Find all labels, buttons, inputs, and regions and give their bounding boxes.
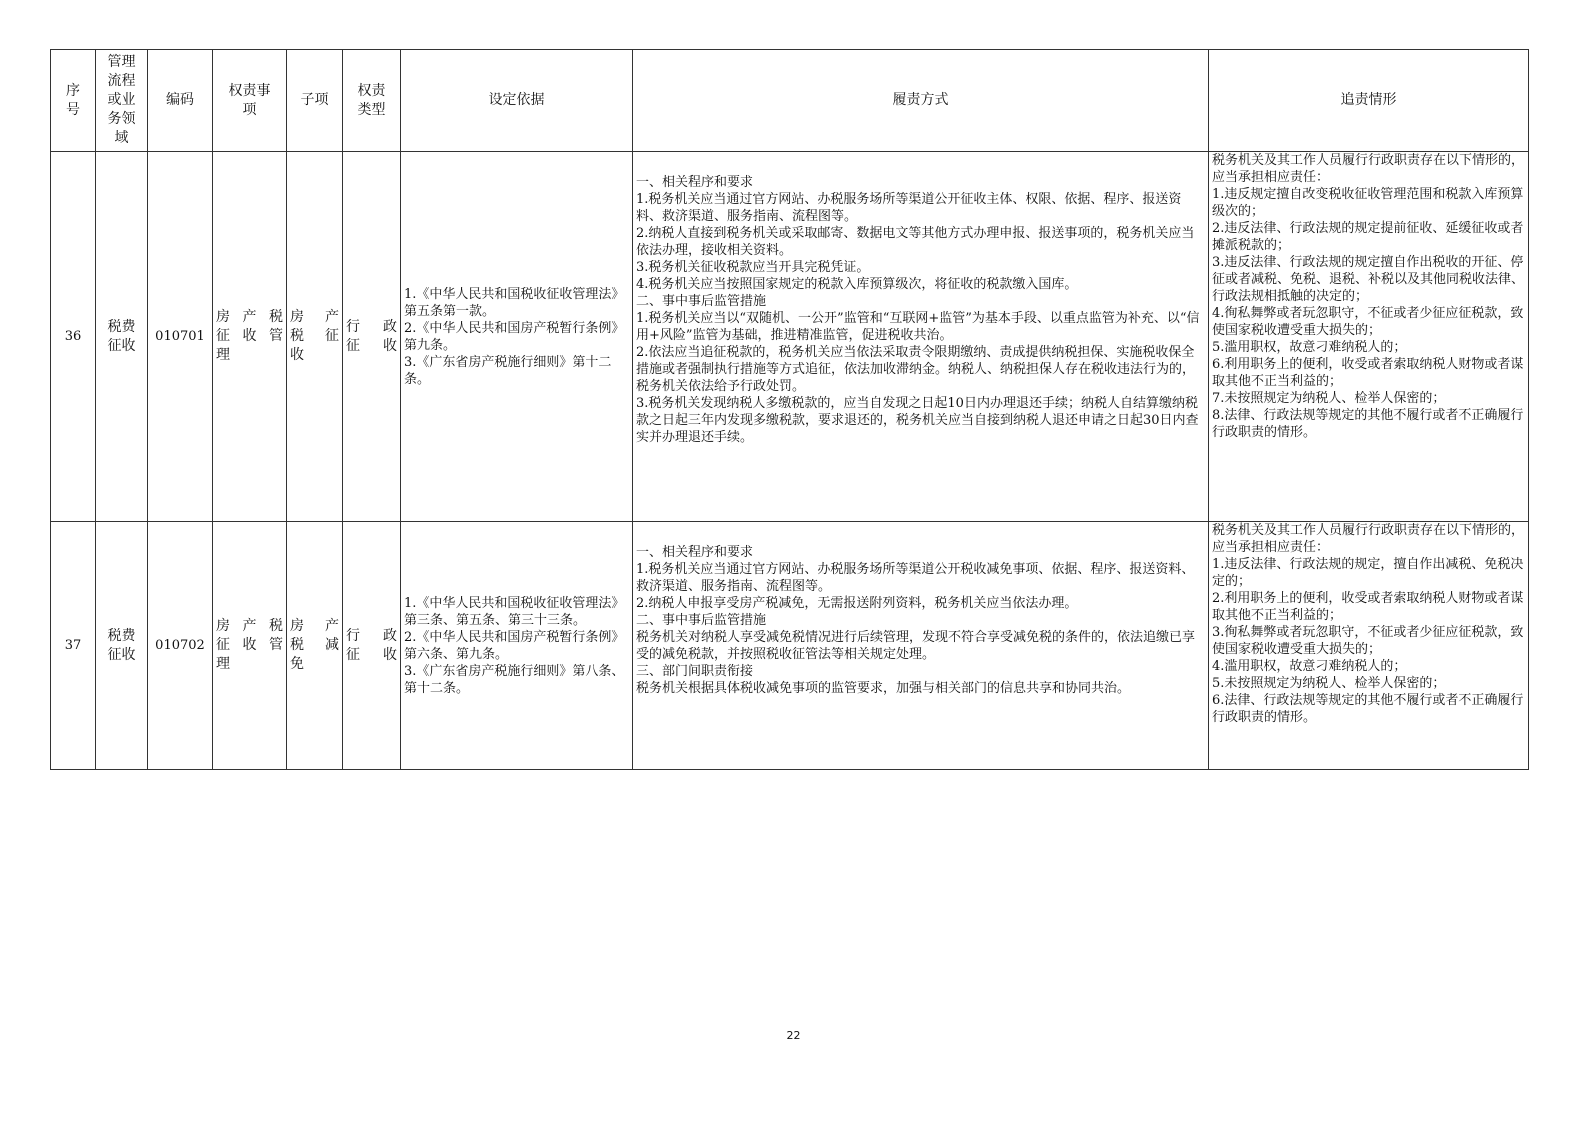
row-basis: 1.《中华人民共和国税收征收管理法》第三条、第五条、第三十三条。 2.《中华人民共和国房产税暂行条例》第六条、第九条。 3.《广东省房产税施行细则》第八条、第十二条。 bbox=[401, 522, 633, 770]
page-number: 22 bbox=[786, 1029, 801, 1042]
row-subitem: 房 产 税 征 收 bbox=[287, 152, 343, 522]
table-header-row bbox=[51, 50, 1529, 152]
row-type: 行 政 征收 bbox=[343, 152, 401, 522]
header-code: 编码 bbox=[148, 50, 213, 152]
table-row bbox=[51, 152, 1529, 522]
row-duty: 一、相关程序和要求 1.税务机关应当通过官方网站、办税服务场所等渠道公开征收主体、权限、依据、程序、报送资料、救济渠道、服务指南、流程图等。 2.纳税人直接到税务机关或采取邮寄、数据电文等其他方式办理申报、报送事项的，税务机关应当依法办理，接收相关资料。 3.税务机关征收税款应当开具完税凭证。 4.税务机关应当按照国家规定的税款入库预算级次，将征收的税款缴入国库。 二、事中事后监管措施 1.税务机关应当以“双随机、一公开”监管和“互联网+监管”为基本手段、以重点监管为补充、以“信用+风险”监管为基础，推进精准监管，促进税收共治。 2.依法应当追征税款的，税务机关应当依法采取责令限期缴纳、责成提供纳税担保、实施税收保全措施或者强制执行措施等方式追征，依法加收滞纳金。纳税人、纳税担保人存在税收违法行为的，税务机关依法给予行政处罚。 3.税务机关发现纳税人多缴税款的，应当自发现之日起10日内办理退还手续；纳税人自结算缴纳税款之日起三年内发现多缴税款，要求退还的，税务机关应当自接到纳税人退还申请之日起30日内查实并办理退还手续。 bbox=[636, 175, 1200, 445]
row-domain: 税费 征收 bbox=[96, 152, 148, 522]
row-seq: 37 bbox=[51, 522, 96, 770]
table-row bbox=[51, 522, 1529, 770]
header-seq: 序 号 bbox=[51, 50, 96, 152]
row-item: 房产税 征收管 理 bbox=[213, 152, 287, 522]
row-code: 010702 bbox=[148, 522, 213, 770]
row-basis: 1.《中华人民共和国税收征收管理法》第五条第一款。 2.《中华人民共和国房产税暂行条例》第九条。 3.《广东省房产税施行细则》第十二条。 bbox=[401, 152, 633, 522]
header-item: 权责事 项 bbox=[213, 50, 287, 152]
row-subitem: 房 产 税 减 免 bbox=[287, 522, 343, 770]
header-accountability: 追责情形 bbox=[1209, 50, 1529, 152]
row-accountability: 税务机关及其工作人员履行行政职责存在以下情形的，应当承担相应责任： 1.违反规定擅自改变税收征收管理范围和税款入库预算级次的； 2.违反法律、行政法规的规定提前征收、延缓征收或者摊派税款的； 3.违反法律、行政法规的规定擅自作出税收的开征、停征或者减税、免税、退税、补税以及其他同税收法律、行政法规相抵触的决定的； 4.徇私舞弊或者玩忽职守，不征或者少征应征税款，致使国家税收遭受重大损失的； 5.滥用职权，故意刁难纳税人的； 6.利用职务上的便利，收受或者索取纳税人财物或者谋取其他不正当利益的； 7.未按照规定为纳税人、检举人保密的； 8.法律、行政法规等规定的其他不履行或者不正确履行行政职责的情形。 bbox=[1212, 153, 1525, 440]
row-accountability: 税务机关及其工作人员履行行政职责存在以下情形的，应当承担相应责任： 1.违反法律、行政法规的规定，擅自作出减税、免税决定的； 2.利用职务上的便利，收受或者索取纳税人财物或者谋取其他不正当利益的； 3.徇私舞弊或者玩忽职守，不征或者少征应征税款，致使国家税收遭受重大损失的； 4.滥用职权，故意刁难纳税人的； 5.未按照规定为纳税人、检举人保密的； 6.法律、行政法规等规定的其他不履行或者不正确履行行政职责的情形。 bbox=[1212, 523, 1525, 725]
header-subitem: 子项 bbox=[287, 50, 343, 152]
header-type: 权责 类型 bbox=[343, 50, 401, 152]
row-code: 010701 bbox=[148, 152, 213, 522]
header-domain: 管理 流程 或业 务领 域 bbox=[96, 50, 148, 152]
row-type: 行 政 征收 bbox=[343, 522, 401, 770]
header-duty: 履责方式 bbox=[633, 50, 1209, 152]
row-seq: 36 bbox=[51, 152, 96, 522]
row-item: 房产税 征收管 理 bbox=[213, 522, 287, 770]
header-basis: 设定依据 bbox=[401, 50, 633, 152]
responsibility-table bbox=[50, 49, 1529, 770]
row-domain: 税费 征收 bbox=[96, 522, 148, 770]
row-duty: 一、相关程序和要求 1.税务机关应当通过官方网站、办税服务场所等渠道公开税收减免事项、依据、程序、报送资料、救济渠道、服务指南、流程图等。 2.纳税人申报享受房产税减免，无需报送附列资料，税务机关应当依法办理。 二、事中事后监管措施 税务机关对纳税人享受减免税情况进行后续管理，发现不符合享受减免税的条件的，依法追缴已享受的减免税款，并按照税收征管法等相关规定处理。 三、部门间职责衔接 税务机关根据具体税收减免事项的监管要求，加强与相关部门的信息共享和协同共治。 bbox=[636, 545, 1196, 696]
